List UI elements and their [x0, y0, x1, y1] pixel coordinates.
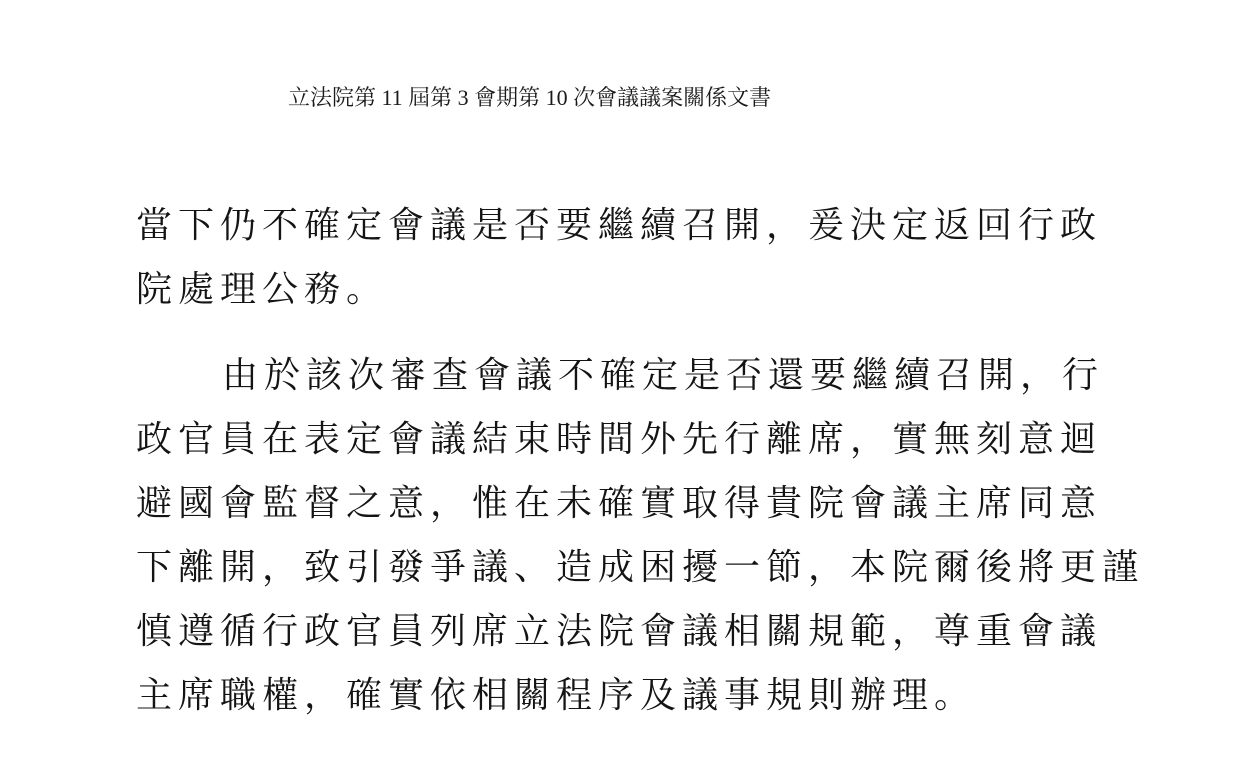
document-header: 立法院第 11 屆第 3 會期第 10 次會議議案關係文書	[288, 85, 772, 110]
paragraph-line-4: 政官員在表定會議結束時間外先行離席，實無刻意迴	[136, 419, 1103, 460]
paragraph-line-2: 院處理公務。	[136, 269, 389, 310]
paragraph-line-6: 下離開，致引發爭議、造成困擾一節，本院爾後將更謹	[136, 547, 1145, 588]
paragraph-line-3: 由於該次審查會議不確定是否還要繼續召開，行	[222, 355, 1105, 396]
paragraph-line-5: 避國會監督之意，惟在未確實取得貴院會議主席同意	[136, 483, 1103, 524]
paragraph-line-1: 當下仍不確定會議是否要繼續召開，爰決定返回行政	[136, 205, 1103, 246]
paragraph-line-8: 主席職權，確實依相關程序及議事規則辦理。	[136, 675, 977, 716]
paragraph-line-7: 慎遵循行政官員列席立法院會議相關規範，尊重會議	[136, 611, 1103, 652]
